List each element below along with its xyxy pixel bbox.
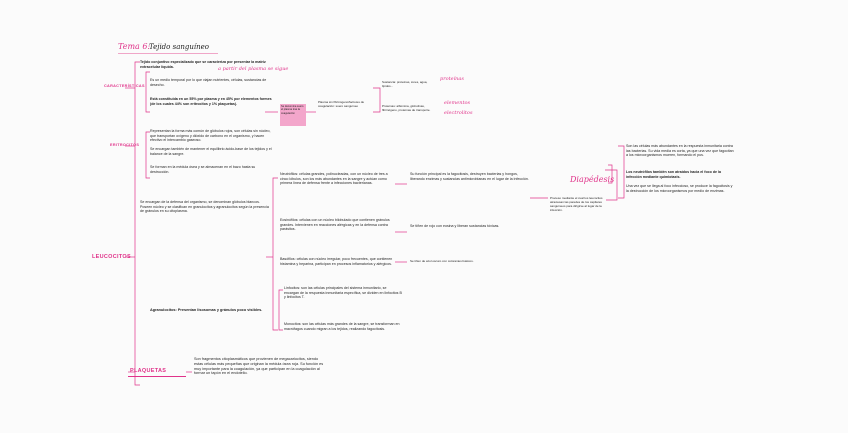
right-notes-p3: Una vez que se llega al foco infeccioso, se produce la fagocitosis y la destrucción de los microorganismos por medio de enzimas. [626,184,733,193]
plasma-right-text: Plasma sin fibrinógeno/factores de coagulación: suero sanguíneo [318,100,365,108]
caracteristicas-mid2: Proteínas: albúmina, globulinas, fibrinógeno, proteínas de transporte. [382,104,431,112]
caracteristicas-p2: Está constituida en un 55% por plasma y en 45% por elementos formes (de los cuales 44% son eritrocitos y 1% plaquetas). [150,97,272,106]
neutrofilos-text: Neutrófilos: células grandes, polinucleadas, con un núcleo de tres a cinco lóbulos, son los más abundantes en la sangre y actúan como primera línea de defensa frente a infecciones bacterianas. [280,172,388,186]
intro-text: Tejido conjuntivo especializado que se caracteriza por presentar la matriz extracelular líquida. [140,60,266,69]
eritrocitos-p2: Se encargan también de mantener el equilibrio ácido-base de los tejidos y el balance de la sangre. [150,147,272,156]
eosinofilos-text: Eosinófilos: células con un núcleo bilobulado que contienen gránulos grandes. Intervienen en reacciones alérgicas y en la defensa contra parásitos. [280,218,390,232]
agranulocitos-title: Agranulocitos: Presentan lisosomas y gránulos poco visibles. [150,308,263,312]
leucocitos-intro: Se encargan de la defensa del organismo, se denominan glóbulos blancos. Poseen núcleo y se clasifican en granulocitos y agranulocitos según la presencia de gránulos en su citoplasma. [140,200,269,214]
plaquetas-text: Son fragmentos citoplasmáticos que provienen de megacariocitos, siendo estas células más pequeñas que originan la médula ósea roja. Su función es muy importante para la coagulación, ya que participan en la coagulación al formar un tapón en el endotelio. [194,357,324,376]
plaquetas-underline [128,376,186,377]
basofilos-right-text: Se tiñen de azul oscuro con colorantes básicos. [410,259,474,263]
diapedesis-text: Proceso mediante el cual los leucocitos atraviesan las paredes de los capilares sanguíneos para dirigirse al lugar de la infección. [550,196,603,212]
title-underline [118,53,218,54]
plasma-box [280,104,306,126]
handwritten-proteinas: proteínas [440,76,464,82]
plasma-handwritten-note: a partir del plasma se sigue [218,66,289,72]
right-notes-p2: Los neutrófilos también son atraídos hacia el foco de la infección mediante quimiotaxis. [626,170,722,179]
label-caracteristicas: CARACTERÍSTICAS [104,84,145,88]
page-title: Tejido sanguíneo [149,43,209,51]
plasma-box-text: Se denomina suero el plasma tras la coagulación [281,105,304,115]
caracteristicas-p1: Es un medio temporal por lo que viajan nutrientes, células, sustancias de desecho. [150,78,267,87]
eritrocitos-p3: Se forman en la médula ósea y se almacenan en el bazo hasta su destrucción. [150,165,256,174]
handwritten-electrolitos: electrolitos [444,110,473,116]
caracteristicas-mid1: Sustancia: proteínas, iones, agua, lípidos... [382,80,428,88]
linfocitos-text: Linfocitos: son las células principales del sistema inmunitario, se encargan de la respuesta inmunitaria específica, se dividen en linfocitos B y linfocitos T. [284,286,402,300]
handwritten-diapedesis: Diapédesis [570,175,615,184]
eritrocitos-p1: Representan la forma más común de glóbulos rojos, son células sin núcleo, que transportan oxígeno y dióxido de carbono en el organismo, y hacen efectivo el intercambio gaseoso. [150,129,271,143]
basofilos-text: Basófilos: células con núcleo irregular, poco frecuentes, que contienen histamina y heparina, participan en procesos inflamatorios y alérgicos. [280,257,393,266]
label-leucocitos: LEUCOCITOS [92,254,131,260]
neutrofilos-right-text: Su función principal es la fagocitosis, destruyen bacterias y hongos, liberando enzimas y sustancias antimicrobianas en el lugar de la infección. [410,172,529,181]
label-eritrocitos: ERITROCITOS [110,143,140,147]
eosinofilos-right-text: Se tiñen de rojo con eosina y liberan sustancias tóxicas. [410,224,500,228]
label-plaquetas: PLAQUETAS [130,368,167,374]
handwritten-elementos: elementos [444,100,471,106]
main-bracket-line [135,62,140,385]
right-notes-p1: Son las células más abundantes en la respuesta inmunitaria contra las bacterias. Su vida media es corta, ya que una vez que fagocitan a los microorganismos mueren, formando el pus. [626,144,734,158]
monocitos-text: Monocitos: son las células más grandes de la sangre, se transforman en macrófagos cuando migran a los tejidos, realizando fagocitosis. [284,322,400,331]
title-tema: Tema 6: [118,42,151,51]
